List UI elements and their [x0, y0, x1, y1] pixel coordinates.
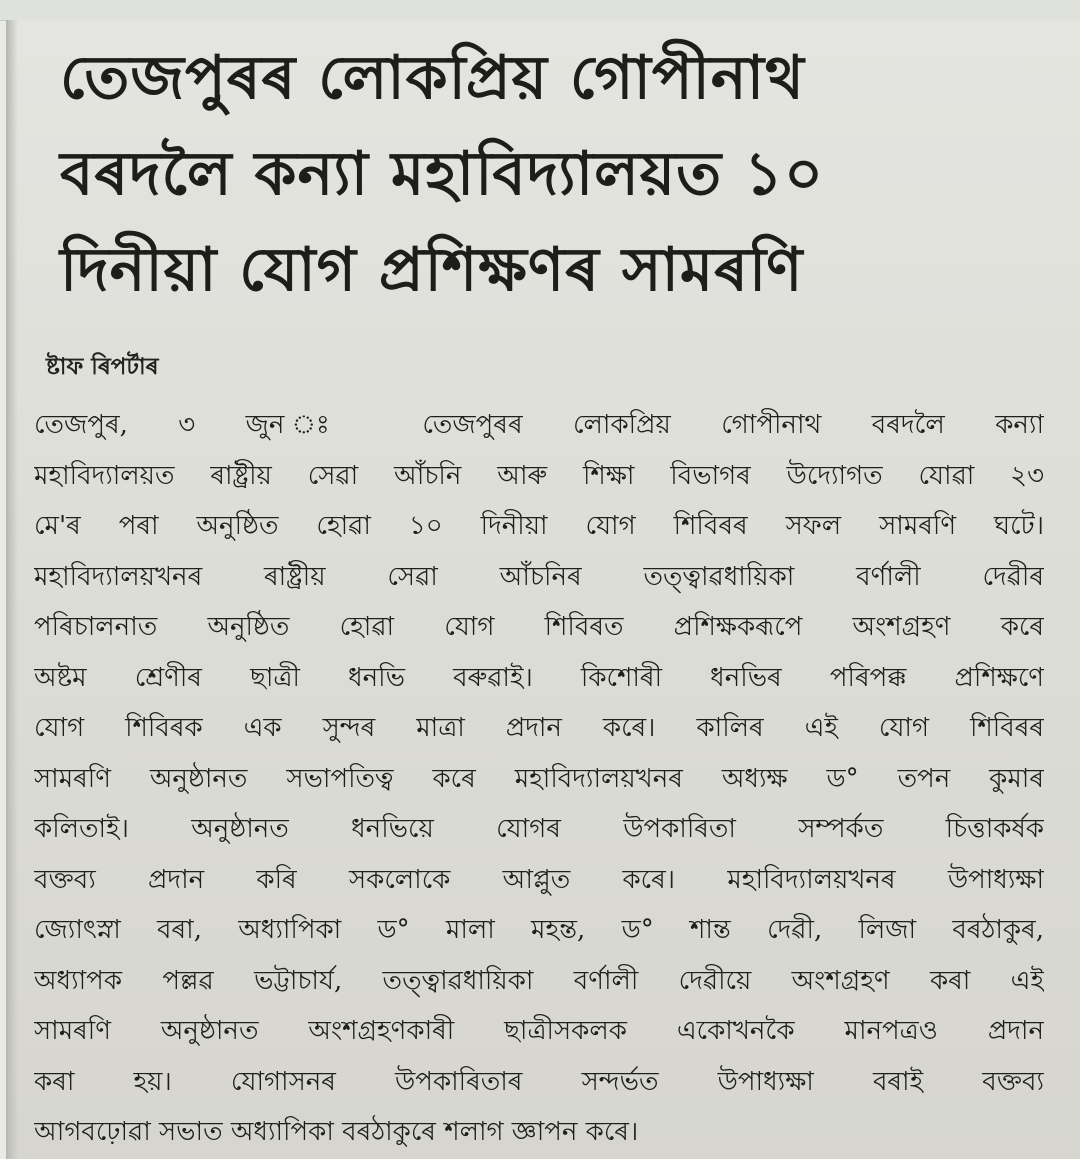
- body-line: তেজপুৰ, ৩ জুন ঃ তেজপুৰৰ লোকপ্ৰিয় গোপীনাথ বৰদলৈ কন্যা: [34, 410, 1044, 440]
- body-line: যোগ শিবিৰক এক সুন্দৰ মাত্ৰা প্ৰদান কৰে। কালিৰ এই যোগ শিবিৰৰ: [34, 713, 1044, 743]
- headline-line: দিনীয়া যোগ প্ৰশিক্ষণৰ সামৰণি: [60, 235, 804, 305]
- headline-line: তেজপুৰৰ লোকপ্ৰিয় গোপীনাথ: [60, 43, 805, 113]
- top-strip: [0, 0, 1080, 21]
- body-line: কৰা হয়। যোগাসনৰ উপকাৰিতাৰ সন্দৰ্ভত উপাধ্যক্ষা বৰাই বক্তব্য: [34, 1066, 1044, 1097]
- body-line: মহাবিদ্যালয়ত ৰাষ্ট্ৰীয় সেৱা আঁচনি আৰু শিক্ষা বিভাগৰ উদ্যোগত যোৱা ২৩: [34, 460, 1044, 491]
- body-line: অষ্টম শ্ৰেণীৰ ছাত্ৰী ধনভি বৰুৱাই। কিশোৰী ধনভিৰ পৰিপক্ক প্ৰশিক্ষণে: [34, 662, 1044, 693]
- body-line: পৰিচালনাত অনুষ্ঠিত হোৱা যোগ শিবিৰত প্ৰশিক্ষকৰূপে অংশগ্ৰহণ কৰে: [34, 612, 1044, 642]
- body-line: মহাবিদ্যালয়খনৰ ৰাষ্ট্ৰীয় সেৱা আঁচনিৰ তত্ত্বাৱধায়িকা বৰ্ণালী দেৱীৰ: [34, 561, 1044, 592]
- body-line: বক্তব্য প্ৰদান কৰি সকলোকে আপ্লুত কৰে। মহাবিদ্যালয়খনৰ উপাধ্যক্ষা: [34, 864, 1044, 895]
- article-body: [34, 400, 1044, 1158]
- paper-fold-shadow: [8, 20, 18, 1159]
- body-line: সামৰণি অনুষ্ঠানত অংশগ্ৰহণকাৰী ছাত্ৰীসকলক একোখনকৈ মানপত্ৰও প্ৰদান: [34, 1016, 1044, 1046]
- body-line: জ্যোৎস্না বৰা, অধ্যাপিকা ড° মালা মহন্ত, ড° শান্ত দেৱী, লিজা বৰঠাকুৰ,: [34, 915, 1044, 945]
- headline-line: বৰদলৈ কন্যা মহাবিদ্যালয়ত ১০: [60, 139, 824, 209]
- body-line: অধ্যাপক পল্লৱ ভট্টাচাৰ্য, তত্ত্বাৱধায়িকা বৰ্ণালী দেৱীয়ে অংশগ্ৰহণ কৰা এই: [34, 965, 1044, 996]
- body-line: সামৰণি অনুষ্ঠানত সভাপতিত্ব কৰে মহাবিদ্যালয়খনৰ অধ্যক্ষ ড° তপন কুমাৰ: [34, 763, 1044, 794]
- body-line: আগবঢ়োৱা সভাত অধ্যাপিকা বৰঠাকুৰে শলাগ জ্ঞাপন কৰে।: [34, 1117, 639, 1147]
- byline: ষ্টাফ ৰিপৰ্টাৰ: [46, 354, 159, 380]
- body-line: মে'ৰ পৰা অনুষ্ঠিত হোৱা ১০ দিনীয়া যোগ শিবিৰৰ সফল সামৰণি ঘটে।: [34, 511, 1044, 541]
- headline: [60, 30, 1050, 318]
- body-line: কলিতাই। অনুষ্ঠানত ধনভিয়ে যোগৰ উপকাৰিতা সম্পৰ্কত চিত্তাকৰ্ষক: [34, 814, 1044, 844]
